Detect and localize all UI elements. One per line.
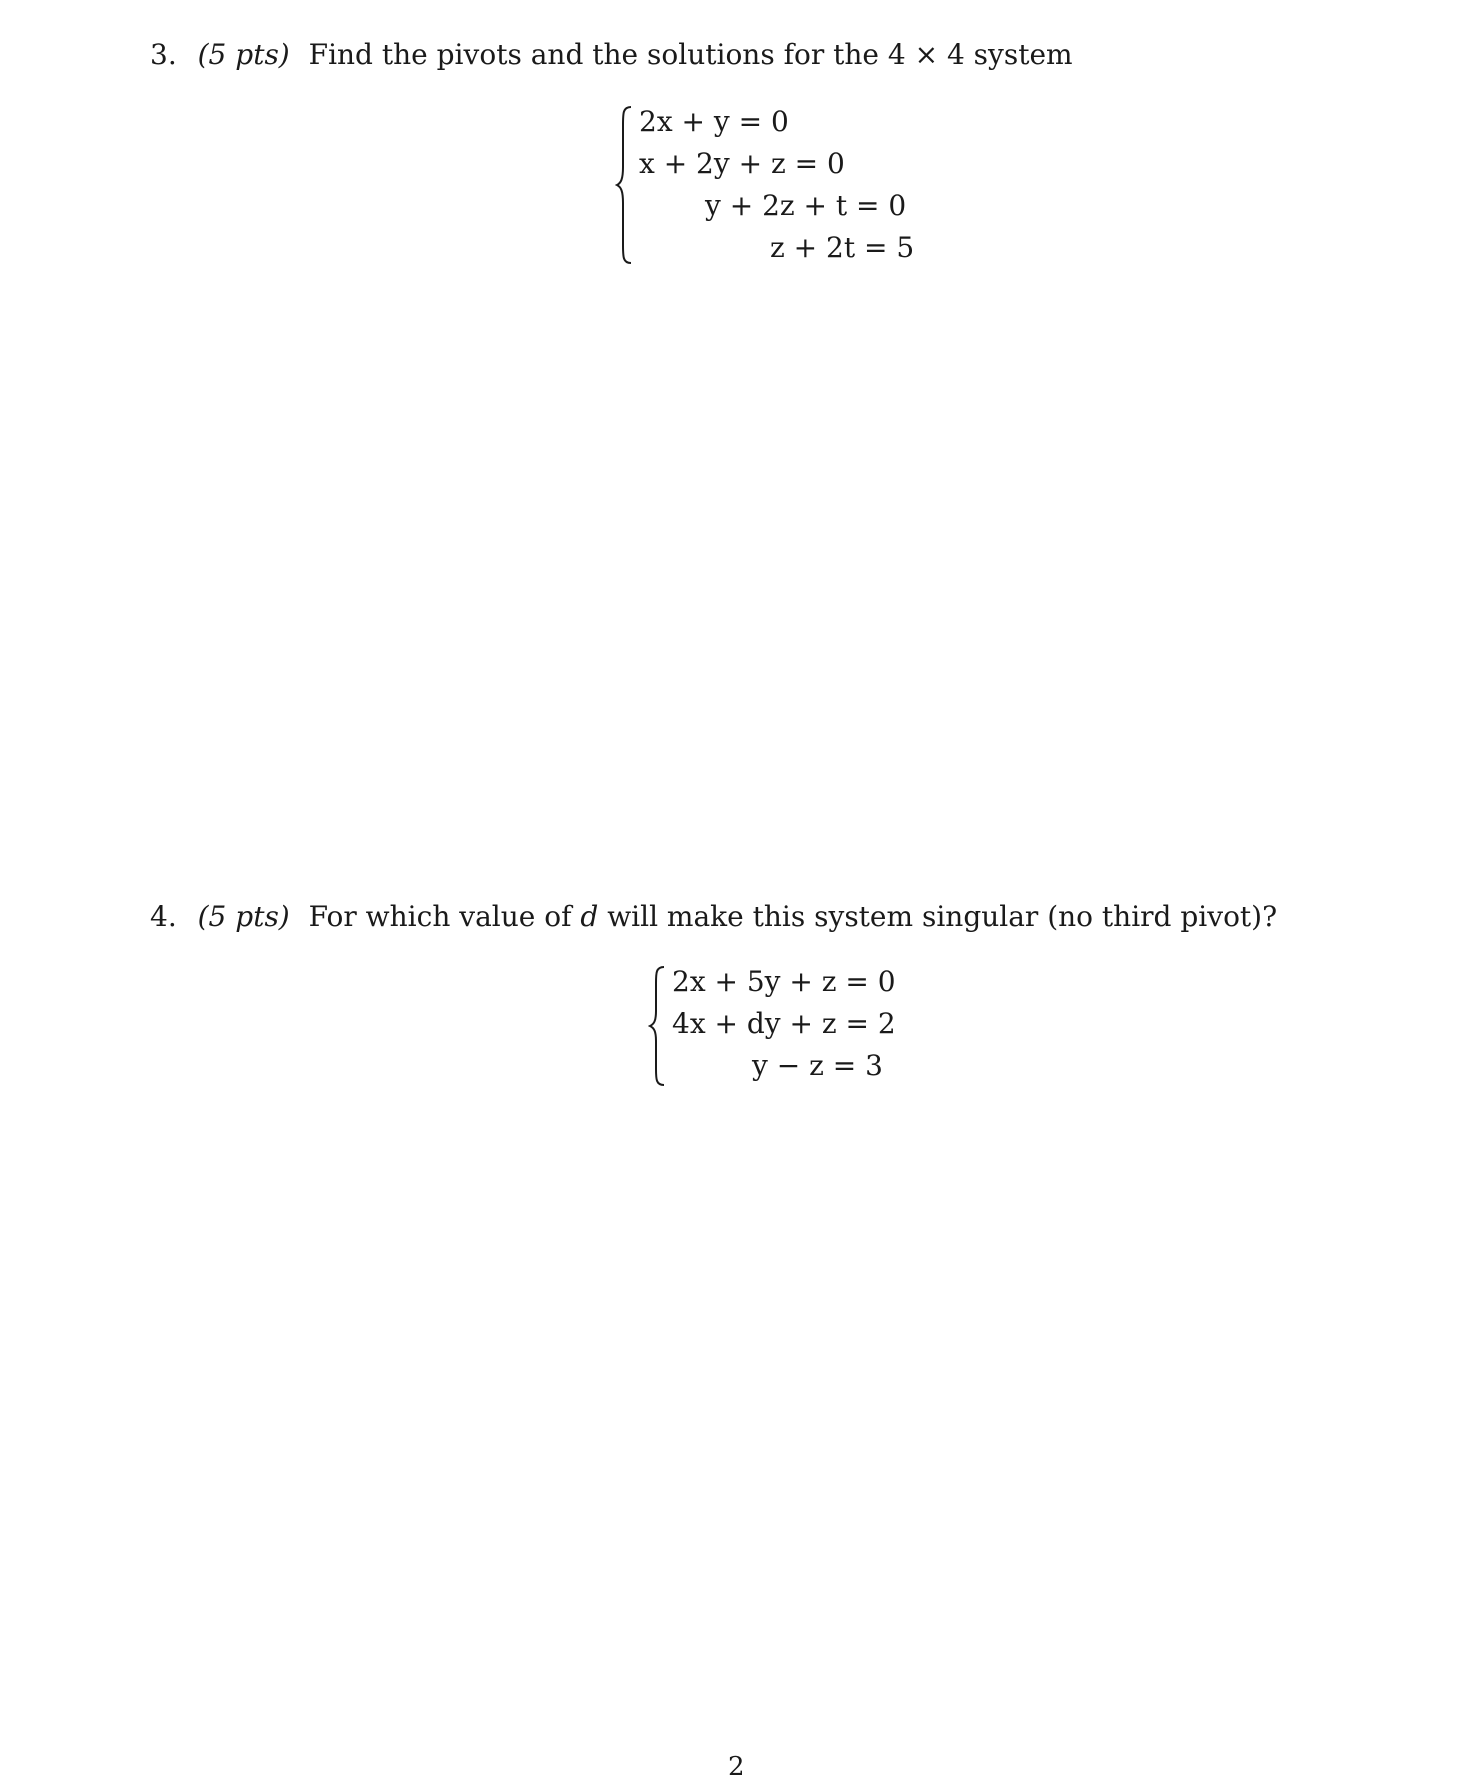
problem-3-equation-system: [615, 105, 915, 275]
problem-3-statement: [150, 38, 1073, 71]
problem-3-equation-1: 2x + y = 0: [639, 105, 789, 138]
page-number: 2: [728, 1752, 745, 1782]
left-brace-icon: [615, 105, 635, 265]
problem-3-prompt: Find the pivots and the solutions for the 4 × 4 system: [308, 38, 1073, 71]
problem-3-equation-4: z + 2t = 5: [770, 231, 915, 264]
problem-4-equation-3: y − z = 3: [752, 1049, 883, 1082]
problem-4-equation-system: [648, 965, 908, 1095]
problem-4-prompt-before: For which value of: [308, 900, 572, 933]
problem-3-equation-2: x + 2y + z = 0: [639, 147, 845, 180]
problem-4-equation-1: 2x + 5y + z = 0: [672, 965, 896, 998]
problem-4-prompt-after: will make this system singular (no third pivot)?: [607, 900, 1278, 933]
problem-4-variable: d: [580, 900, 599, 933]
problem-4-points: (5 pts): [197, 900, 290, 933]
problem-4-equation-2: 4x + dy + z = 2: [672, 1007, 896, 1040]
problem-3-number: 3.: [150, 38, 177, 71]
problem-3-equation-3: y + 2z + t = 0: [705, 189, 907, 222]
problem-3-points: (5 pts): [197, 38, 290, 71]
problem-4-number: 4.: [150, 900, 177, 933]
left-brace-icon: [648, 965, 668, 1087]
problem-4-statement: [150, 900, 1277, 933]
